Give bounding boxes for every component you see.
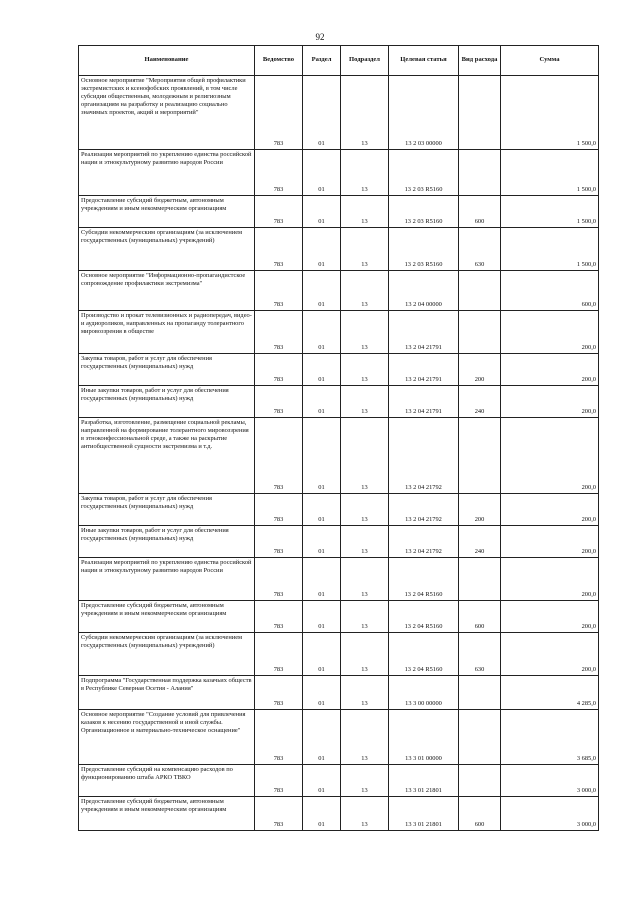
row-sum: 200,0: [501, 311, 599, 354]
row-vid: [459, 676, 501, 710]
row-name: Предоставление субсидий бюджетным, автономным учреждениям и иным некоммерческим организациям: [79, 797, 255, 831]
row-ved: 783: [255, 354, 303, 386]
row-name: Предоставление субсидий бюджетным, автономным учреждениям и иным некоммерческим организациям: [79, 196, 255, 228]
table-row: [79, 311, 599, 354]
row-vid: [459, 311, 501, 354]
row-razdel: 01: [303, 196, 341, 228]
row-vid: 200: [459, 494, 501, 526]
row-vid: [459, 765, 501, 797]
row-cs: 13 2 04 21792: [389, 494, 459, 526]
row-ved: 783: [255, 526, 303, 558]
row-podrazdel: 13: [341, 633, 389, 676]
row-cs: 13 2 03 R5160: [389, 196, 459, 228]
row-podrazdel: 13: [341, 150, 389, 196]
row-sum: 4 285,0: [501, 676, 599, 710]
row-sum: 1 500,0: [501, 150, 599, 196]
row-ved: 783: [255, 311, 303, 354]
table-row: [79, 418, 599, 494]
row-sum: 200,0: [501, 526, 599, 558]
row-name: Иные закупки товаров, работ и услуг для обеспечения государственных (муниципальных) нужд: [79, 526, 255, 558]
table-row: [79, 196, 599, 228]
row-sum: 3 685,0: [501, 710, 599, 765]
row-podrazdel: 13: [341, 76, 389, 150]
row-ved: 783: [255, 797, 303, 831]
row-sum: 200,0: [501, 558, 599, 601]
row-podrazdel: 13: [341, 710, 389, 765]
table-row: [79, 558, 599, 601]
row-podrazdel: 13: [341, 558, 389, 601]
row-name: Предоставление субсидий бюджетным, автономным учреждениям и иным некоммерческим организациям: [79, 601, 255, 633]
row-cs: 13 3 01 00000: [389, 710, 459, 765]
row-vid: 200: [459, 354, 501, 386]
row-ved: 783: [255, 710, 303, 765]
row-razdel: 01: [303, 601, 341, 633]
row-name: Реализация мероприятий по укреплению единства российской нации и этнокультурному развитию народов России: [79, 558, 255, 601]
row-sum: 1 500,0: [501, 76, 599, 150]
row-name: Субсидии некоммерческим организациям (за исключением государственных (муниципальных) учреждений): [79, 633, 255, 676]
page-number: 92: [315, 32, 325, 42]
row-razdel: 01: [303, 765, 341, 797]
budget-table: [78, 45, 599, 831]
row-razdel: 01: [303, 311, 341, 354]
row-cs: 13 2 04 R5160: [389, 558, 459, 601]
row-cs: 13 2 04 21792: [389, 526, 459, 558]
header-podrazdel: Подраздел: [341, 46, 389, 76]
row-vid: 240: [459, 526, 501, 558]
row-ved: 783: [255, 601, 303, 633]
row-cs: 13 2 04 00000: [389, 271, 459, 311]
row-razdel: 01: [303, 526, 341, 558]
row-ved: 783: [255, 386, 303, 418]
row-sum: 200,0: [501, 354, 599, 386]
row-cs: 13 2 04 21791: [389, 386, 459, 418]
row-podrazdel: 13: [341, 494, 389, 526]
table-body: [79, 76, 599, 831]
row-cs: 13 2 03 R5160: [389, 228, 459, 271]
header-vid: Вид расхода: [459, 46, 501, 76]
row-sum: 1 500,0: [501, 196, 599, 228]
header-ved: Ведомство: [255, 46, 303, 76]
row-podrazdel: 13: [341, 418, 389, 494]
row-name: Предоставление субсидий на компенсацию расходов по функционированию штаба АРКО ТВКО: [79, 765, 255, 797]
row-vid: [459, 150, 501, 196]
row-sum: 3 000,0: [501, 797, 599, 831]
table-row: [79, 601, 599, 633]
row-vid: 600: [459, 601, 501, 633]
table-row: [79, 633, 599, 676]
row-razdel: 01: [303, 558, 341, 601]
row-ved: 783: [255, 76, 303, 150]
row-ved: 783: [255, 494, 303, 526]
row-ved: 783: [255, 633, 303, 676]
header-name: Наименование: [79, 46, 255, 76]
row-sum: 200,0: [501, 494, 599, 526]
table-row: [79, 354, 599, 386]
row-name: Закупка товаров, работ и услуг для обеспечения государственных (муниципальных) нужд: [79, 494, 255, 526]
row-cs: 13 2 03 00000: [389, 76, 459, 150]
table-row: [79, 76, 599, 150]
row-name: Субсидии некоммерческим организациям (за исключением государственных (муниципальных) учреждений): [79, 228, 255, 271]
row-cs: 13 2 04 R5160: [389, 601, 459, 633]
row-vid: [459, 418, 501, 494]
table-row: [79, 797, 599, 831]
table-row: [79, 765, 599, 797]
row-podrazdel: 13: [341, 526, 389, 558]
row-vid: 240: [459, 386, 501, 418]
row-vid: [459, 76, 501, 150]
row-ved: 783: [255, 150, 303, 196]
table-row: [79, 271, 599, 311]
row-sum: 3 000,0: [501, 765, 599, 797]
header-row: [79, 46, 599, 76]
row-vid: [459, 558, 501, 601]
row-name: Подпрограмма "Государственная поддержка казачьих обществ в Республике Северная Осетия - Алания": [79, 676, 255, 710]
row-podrazdel: 13: [341, 676, 389, 710]
row-razdel: 01: [303, 228, 341, 271]
row-vid: 600: [459, 196, 501, 228]
header-sum: Сумма: [501, 46, 599, 76]
table-row: [79, 386, 599, 418]
row-ved: 783: [255, 418, 303, 494]
row-podrazdel: 13: [341, 228, 389, 271]
header-razdel: Раздел: [303, 46, 341, 76]
row-ved: 783: [255, 271, 303, 311]
table-row: [79, 150, 599, 196]
table-header: [79, 46, 599, 76]
row-razdel: 01: [303, 494, 341, 526]
row-vid: [459, 271, 501, 311]
row-cs: 13 2 04 21791: [389, 354, 459, 386]
row-razdel: 01: [303, 354, 341, 386]
row-sum: 200,0: [501, 386, 599, 418]
header-cs: Целевая статья: [389, 46, 459, 76]
row-razdel: 01: [303, 271, 341, 311]
row-name: Основное мероприятие "Создание условий для привлечения казаков к несению государственной и иной службы. Организационное и материально-техническое оснащение": [79, 710, 255, 765]
row-ved: 783: [255, 765, 303, 797]
row-razdel: 01: [303, 633, 341, 676]
row-podrazdel: 13: [341, 311, 389, 354]
row-razdel: 01: [303, 676, 341, 710]
row-cs: 13 2 03 R5160: [389, 150, 459, 196]
table-row: [79, 228, 599, 271]
row-ved: 783: [255, 558, 303, 601]
row-podrazdel: 13: [341, 354, 389, 386]
row-sum: 200,0: [501, 601, 599, 633]
table-row: [79, 676, 599, 710]
row-cs: 13 3 00 00000: [389, 676, 459, 710]
row-razdel: 01: [303, 710, 341, 765]
row-ved: 783: [255, 228, 303, 271]
row-vid: [459, 710, 501, 765]
row-vid: 630: [459, 633, 501, 676]
row-name: Иные закупки товаров, работ и услуг для обеспечения государственных (муниципальных) нужд: [79, 386, 255, 418]
row-podrazdel: 13: [341, 386, 389, 418]
row-name: Разработка, изготовление, размещение социальной рекламы, направленной на формирование толерантного мировоззрения в этноконфессиональной среде, а также на раскрытие антиобщественной сущности экстремизма и т.д.: [79, 418, 255, 494]
row-sum: 1 500,0: [501, 228, 599, 271]
row-ved: 783: [255, 676, 303, 710]
row-name: Закупка товаров, работ и услуг для обеспечения государственных (муниципальных) нужд: [79, 354, 255, 386]
row-sum: 200,0: [501, 633, 599, 676]
row-ved: 783: [255, 196, 303, 228]
table-row: [79, 494, 599, 526]
row-vid: 600: [459, 797, 501, 831]
row-razdel: 01: [303, 797, 341, 831]
table-row: [79, 710, 599, 765]
row-razdel: 01: [303, 386, 341, 418]
row-podrazdel: 13: [341, 271, 389, 311]
row-cs: 13 2 04 R5160: [389, 633, 459, 676]
row-cs: 13 3 01 21801: [389, 797, 459, 831]
row-vid: 630: [459, 228, 501, 271]
row-name: Производство и прокат телевизионных и радиопередач, видео- и аудиороликов, направленных на пропаганду толерантного мировоззрения в обществе: [79, 311, 255, 354]
row-podrazdel: 13: [341, 196, 389, 228]
row-podrazdel: 13: [341, 765, 389, 797]
row-podrazdel: 13: [341, 797, 389, 831]
row-podrazdel: 13: [341, 601, 389, 633]
row-cs: 13 2 04 21792: [389, 418, 459, 494]
row-name: Основное мероприятие "Мероприятия общей профилактики экстремистских и ксенофобских проявлений, в том числе субсидии общественным, молодежным и религиозным организациям на разработку и реализацию социально значимых проектов, акций и мероприятий": [79, 76, 255, 150]
row-cs: 13 3 01 21801: [389, 765, 459, 797]
row-name: Реализация мероприятий по укреплению единства российской нации и этнокультурному развитию народов России: [79, 150, 255, 196]
row-razdel: 01: [303, 76, 341, 150]
row-razdel: 01: [303, 150, 341, 196]
row-sum: 200,0: [501, 418, 599, 494]
table-row: [79, 526, 599, 558]
row-name: Основное мероприятие "Информационно-пропагандистское сопровождение профилактики экстремизма": [79, 271, 255, 311]
row-sum: 600,0: [501, 271, 599, 311]
row-cs: 13 2 04 21791: [389, 311, 459, 354]
row-razdel: 01: [303, 418, 341, 494]
